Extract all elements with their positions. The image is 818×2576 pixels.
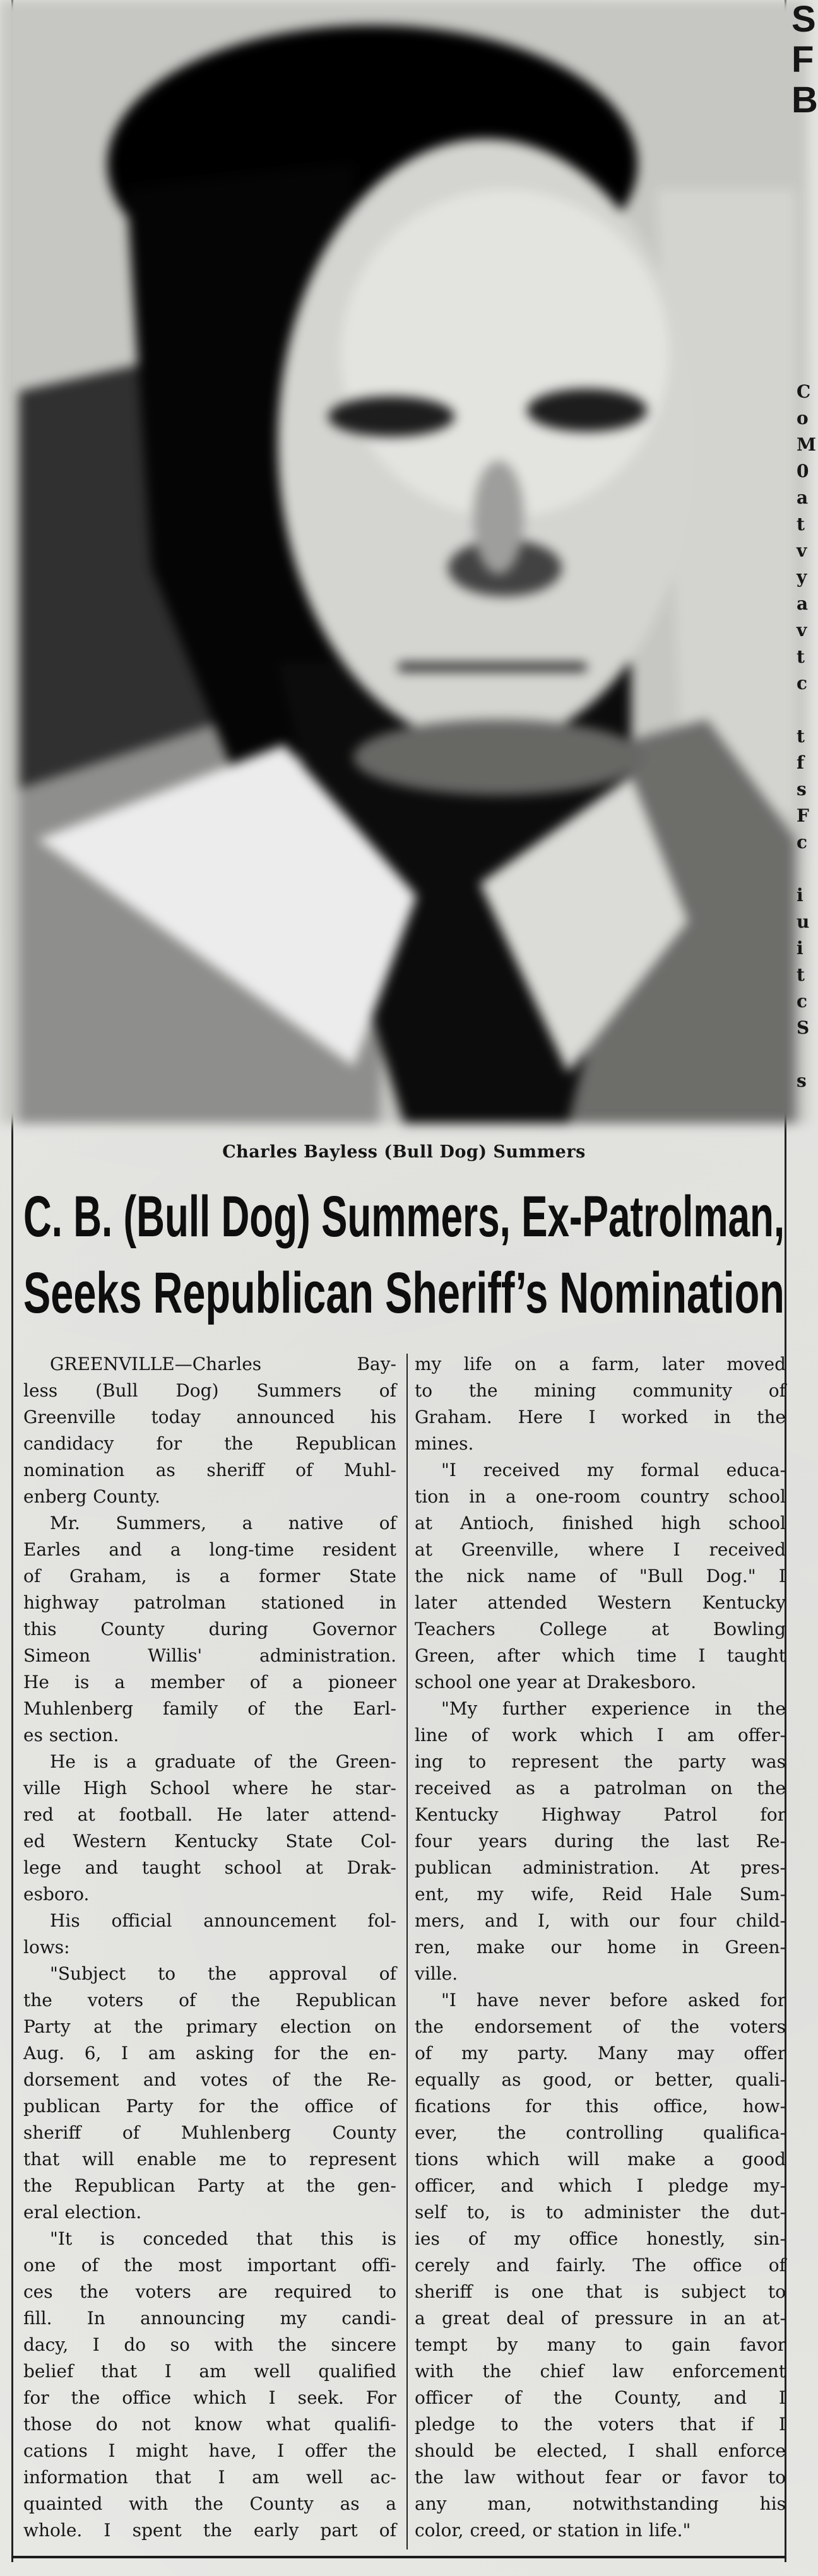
article-line: cerely and fairly. The office of [415, 2255, 786, 2276]
article-line: tions which will make a good [415, 2149, 786, 2170]
article-line: received as a patrolman on the [415, 1778, 786, 1799]
article-line: of my party. Many may offer [415, 2043, 786, 2064]
article-paragraph [415, 1987, 786, 2544]
article-line: sheriff of Muhlenberg County [23, 2122, 396, 2143]
article-line: ren, make our home in Green- [415, 1937, 786, 1958]
article-line: enberg County. [23, 1486, 160, 1507]
article-line: He is a graduate of the Green- [50, 1751, 396, 1772]
article-line: Aug. 6, I am asking for the en- [23, 2043, 396, 2064]
article-line: school one year at Drakesboro. [415, 1672, 697, 1693]
article-line: for the office which I seek. For [23, 2387, 396, 2408]
adjacent-text-letter: s [797, 1070, 807, 1091]
adjacent-text-letter: c [797, 832, 808, 853]
article-line: He is a member of a pioneer [23, 1672, 396, 1693]
article-line: Greenville today announced his [23, 1407, 396, 1427]
adjacent-text-letter: C [797, 381, 811, 402]
article-line: a great deal of pressure in an at- [415, 2308, 786, 2329]
article-line: color, creed, or station in life." [415, 2520, 691, 2541]
article-line: belief that I am well qualified [23, 2361, 396, 2382]
headline-line-2: Seeks Republican Sheriff’s Nomination [23, 1261, 785, 1325]
fragment-gap [797, 856, 808, 882]
article-line: "Subject to the approval of [50, 1963, 396, 1984]
article-line: candidacy for the Republican [23, 1433, 396, 1454]
article-line: equally as good, or better, quali- [415, 2069, 786, 2090]
article-line: this County during Governor [23, 1619, 396, 1640]
article-line: the nick name of "Bull Dog." I [415, 1566, 786, 1586]
article-line: at Antioch, finished high school [415, 1513, 786, 1533]
article-line: pledge to the voters that if I [415, 2414, 786, 2435]
article-line: cations I might have, I offer the [23, 2440, 396, 2461]
adjacent-text-letter: F [797, 805, 809, 826]
article-column-right [415, 1351, 786, 2544]
adjacent-text-letter: a [797, 593, 809, 614]
article-line: ever, the controlling qualifica- [415, 2122, 786, 2143]
fragment-gap [797, 1041, 808, 1068]
article-line: the Republican Party at the gen- [23, 2175, 396, 2196]
article-line: GREENVILLE—Charles Bay- [50, 1354, 396, 1374]
adjacent-text-letter: t [797, 646, 805, 667]
article-line: those do not know what qualifi- [23, 2414, 396, 2435]
portrait-photo [23, 11, 781, 1107]
article-line: publican Party for the office of [23, 2096, 396, 2117]
article-line: the endorsement of the voters [415, 2016, 786, 2037]
adjacent-text-letter: v [797, 540, 807, 561]
article-line: esboro. [23, 1884, 90, 1905]
adjacent-headline-letter: S [791, 0, 816, 40]
article-paragraph [23, 1961, 396, 2226]
adjacent-text-letter: 0 [797, 461, 809, 482]
article-paragraph [23, 1510, 396, 1749]
article-line: Kentucky Highway Patrol for [415, 1804, 786, 1825]
adjacent-text-letter: s [797, 779, 807, 800]
article-line: information that I am well ac- [23, 2467, 396, 2488]
article-line: Graham. Here I worked in the [415, 1407, 786, 1427]
article-paragraph [415, 1457, 786, 1696]
article-line: four years during the last Re- [415, 1831, 786, 1852]
article-line: "My further experience in the [441, 1698, 786, 1719]
article-line: Earles and a long-time resident [23, 1539, 396, 1560]
adjacent-text-letter: t [797, 726, 805, 747]
adjacent-text-letter: f [797, 752, 805, 773]
article-line: fill. In announcing my candi- [23, 2308, 396, 2329]
adjacent-text-letter: c [797, 673, 808, 694]
article-line: fications for this office, how- [415, 2096, 786, 2117]
article-line: dacy, I do so with the sincere [23, 2334, 396, 2355]
adjacent-text-letter: y [797, 567, 807, 588]
article-line: to the mining community of [415, 1380, 786, 1401]
article-paragraph [23, 2226, 396, 2544]
portrait-illustration [0, 0, 818, 1123]
article-line: the voters of the Republican [23, 1990, 396, 2011]
adjacent-text-letter: c [797, 991, 808, 1012]
article-line: Green, after which time I taught [415, 1645, 786, 1666]
article-paragraph [415, 1696, 786, 1987]
article-paragraph [23, 1749, 396, 1908]
adjacent-text-letter: v [797, 620, 807, 641]
article-line: lege and taught school at Drak- [23, 1857, 396, 1878]
article-line: one of the most important offi- [23, 2255, 396, 2276]
fragment-gap [797, 697, 808, 723]
article-line: should be elected, I shall enforce [415, 2440, 786, 2461]
article-line: ville. [415, 1963, 458, 1984]
adjacent-text-letter: i [797, 885, 803, 906]
article-line: highway patrolman stationed in [23, 1592, 396, 1613]
adjacent-text-letter: i [797, 938, 803, 959]
article-line: the law without fear or favor to [415, 2467, 786, 2488]
article-line: lows: [23, 1937, 70, 1958]
article-line: red at football. He later attend- [23, 1804, 396, 1825]
adjacent-text-letter: u [797, 911, 810, 932]
article-line: line of work which I am offer- [415, 1725, 786, 1746]
article-line: tion in a one-room country school [415, 1486, 786, 1507]
adjacent-text-letter: t [797, 514, 805, 535]
bottom-rule [11, 2556, 786, 2558]
article-column-left [23, 1351, 396, 2544]
column-divider [406, 1354, 408, 2549]
article-line: with the chief law enforcement [415, 2361, 786, 2382]
fragment-gap [797, 1094, 808, 1121]
article-line: "I have never before asked for [441, 1990, 786, 2011]
article-line: quainted with the County as a [23, 2493, 396, 2514]
article-line: Muhlenberg family of the Earl- [23, 1698, 396, 1719]
adjacent-text-fragment [797, 379, 816, 1121]
article-line: sheriff is one that is subject to [415, 2281, 786, 2302]
article-line: of Graham, is a former State [23, 1566, 396, 1586]
article-line: ces the voters are required to [23, 2281, 396, 2302]
article-line: at Greenville, where I received [415, 1539, 786, 1560]
article-paragraph [23, 1908, 396, 1961]
article-line: ville High School where he star- [23, 1778, 396, 1799]
adjacent-text-letter: t [797, 964, 805, 985]
article-line: Teachers College at Bowling [415, 1619, 786, 1640]
article-line: Party at the primary election on [23, 2016, 396, 2037]
adjacent-text-letter: M [797, 434, 816, 455]
article-line: eral election. [23, 2202, 142, 2223]
article-line: "It is conceded that this is [50, 2228, 396, 2249]
article-line: Mr. Summers, a native of [50, 1513, 396, 1533]
article-line: later attended Western Kentucky [415, 1592, 786, 1613]
article-line: publican administration. At pres- [415, 1857, 786, 1878]
article-line: dorsement and votes of the Re- [23, 2069, 396, 2090]
article-line: any man, notwithstanding his [415, 2493, 786, 2514]
article-line: ent, my wife, Reid Hale Sum- [415, 1884, 786, 1905]
article-line: mers, and I, with our four child- [415, 1910, 786, 1931]
article-line: nomination as sheriff of Muhl- [23, 1460, 396, 1480]
adjacent-headline-letter: F [791, 39, 814, 80]
article-line: Simeon Willis' administration. [23, 1645, 396, 1666]
article-line: officer of the County, and I [415, 2387, 786, 2408]
adjacent-headline-letter: B [791, 80, 818, 121]
adjacent-text-letter: o [797, 408, 809, 428]
article-line: tempt by many to gain favor [415, 2334, 786, 2355]
article-line: mines. [415, 1433, 474, 1454]
adjacent-text-letter: S [797, 1017, 810, 1038]
photo-caption: Charles Bayless (Bull Dog) Summers [222, 1142, 586, 1162]
article-line: self to, is to administer the dut- [415, 2202, 786, 2223]
article-line: es section. [23, 1725, 119, 1746]
article-line: His official announcement fol- [50, 1910, 396, 1931]
article-line: "I received my formal educa- [441, 1460, 786, 1480]
article-line: officer, and which I pledge my- [415, 2175, 786, 2196]
article-line: whole. I spent the early part of [23, 2520, 396, 2541]
article-paragraph [415, 1351, 786, 1457]
article-line: ed Western Kentucky State Col- [23, 1831, 396, 1852]
article-line: less (Bull Dog) Summers of [23, 1380, 396, 1401]
article-line: ies of my office honestly, sin- [415, 2228, 786, 2249]
article-line: my life on a farm, later moved [415, 1354, 786, 1374]
article-line: that will enable me to represent [23, 2149, 396, 2170]
article-line: ing to represent the party was [415, 1751, 786, 1772]
headline-line-1: C. B. (Bull Dog) Summers, Ex-Patrolman, [23, 1185, 785, 1249]
adjacent-text-letter: a [797, 487, 809, 508]
article-paragraph [23, 1351, 396, 1510]
